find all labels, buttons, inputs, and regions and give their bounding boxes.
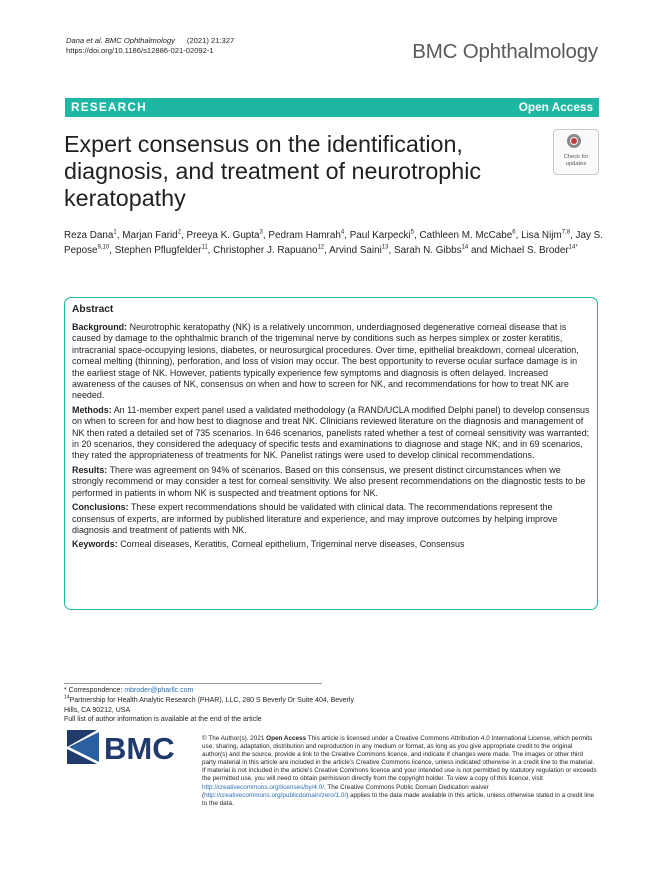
- open-access-label: Open Access: [518, 100, 593, 114]
- author-affiliation: 11: [201, 244, 208, 251]
- section-banner: [65, 98, 599, 117]
- author-name[interactable]: Lisa Nijm: [521, 230, 562, 241]
- author-affiliation: 5: [410, 229, 414, 236]
- author-name[interactable]: Preeya K. Gupta: [186, 230, 260, 241]
- year-volume: (2021) 21:327: [186, 36, 235, 45]
- abstract-box: [64, 297, 598, 610]
- doi-link[interactable]: https://doi.org/10.1186/s12886-021-02092-1: [66, 46, 214, 55]
- author-name[interactable]: Christopher J. Rapuano: [213, 244, 318, 256]
- bmc-logo: [67, 730, 183, 764]
- author-affiliation: 4: [340, 229, 345, 236]
- author-name[interactable]: Sarah N. Gibbs: [394, 244, 462, 256]
- author-name[interactable]: Michael S. Broder: [490, 244, 569, 256]
- author-name[interactable]: Paul Karpecki: [349, 230, 411, 241]
- abstract-body: [72, 322, 591, 554]
- author-affiliation: 9,10: [97, 244, 110, 251]
- correspondence-email[interactable]: mbroder@pharllc.com: [124, 687, 194, 694]
- abstract-heading: Abstract: [72, 304, 114, 315]
- author-name[interactable]: Stephen Pflugfelder: [114, 244, 202, 256]
- article-citation: [66, 36, 234, 56]
- check-for-updates-button[interactable]: [553, 129, 599, 175]
- author-affiliation: 7,8: [561, 229, 571, 236]
- crossmark-dot: [571, 138, 577, 144]
- abstract-background: Background: Neurotrophic keratopathy (NK) is a relatively uncommon, underdiagnosed degenerative corneal disease that is caused by damage to the ophthalmic branch of the trigeminal nerve by conditions such as herpes simplex or zoster keratitis, intracranial space-occupying lesions, diabetes, or neurosurgical procedures. Over time, epithelial breakdown, corneal ulceration, corneal melting (thinning), perforation, and loss of vision may occur. The best opportunity to reverse ocular surface damage is in the earliest stage of NK. However, patients typically experience few symptoms and diagnosis is often delayed. Increased awareness of the causes of NK, consensus on when and how to screen for NK, and recommendations for how to treat NK are needed.: [72, 322, 579, 401]
- author-affiliation: 3: [259, 229, 263, 236]
- author-name[interactable]: Cathleen M. McCabe: [419, 230, 513, 241]
- section-label: RESEARCH: [71, 100, 147, 114]
- author-name[interactable]: Marjan Farid: [122, 230, 178, 241]
- author-affiliation: 14*: [568, 244, 578, 251]
- author-affiliation: 6: [512, 229, 516, 236]
- license-link[interactable]: http://creativecommons.org/licenses/by/4.0/: [202, 783, 324, 791]
- author-affiliation: 12: [317, 244, 325, 251]
- journal-name: BMC Ophthalmology: [412, 40, 598, 63]
- license-statement: © The Author(s). 2021 Open Access This article is licensed under a Creative Commons Attribution 4.0 International License, which permits use, sharing, adaptation, distribution and reproduction in any medium or format, as long as you give appropriate credit to the original author(s) and the source, provide a link to the Creative Commons licence, and indicate if changes were made. The images or other third party material in this article are included in the article's Creative Commons licence, unless indicated otherwise in a credit line to the material. If material is not included in the article's Creative Commons licence and your intended use is not permitted by statutory regulation or exceeds the permitted use, you will need to obtain permission directly from the copyright holder. To view a copy of this licence, visit http://creativecommons.org/licenses/by/4.0/. The Creative Commons Public Domain Dedication waiver (http://creativecommons.org/publicdomain/zero/1.0/) applies to the data made available in this article, unless otherwise stated in a credit line to the data.: [202, 735, 597, 807]
- correspondence-block: * Correspondence: mbroder@pharllc.com $^{14}$Partnership for Health Analytic Research (PHAR), LLC, 280 S Beverly Dr Suite 404, Beverly Hills, CA 90212, USA Full list of author information is available at the end of the article: [64, 686, 364, 725]
- author-name[interactable]: Reza Dana: [64, 230, 114, 241]
- abstract-methods: Methods: An 11-member expert panel used a validated methodology (a RAND/UCLA modified Delphi panel) to develop consensus on when to screen for and how best to diagnose and treat NK. Clinicians reviewed literature on the diagnosis and management of NK then rated a detailed set of 735 scenarios. In 646 scenarios, panelists rated whether a test of corneal sensitivity was warranted; in 20 scenarios, they considered the adequacy of specific tests and examinations to diagnose and stage NK; and in 69 scenarios, they rated the appropriateness of treatments for NK. Panelist ratings were used to develop clinical recommendations.: [72, 404, 590, 461]
- check-updates-label: Check for updates: [563, 154, 589, 167]
- author-affiliation: 2: [177, 229, 182, 236]
- full-author-info-note: Full list of author information is available at the end of the article: [64, 716, 262, 724]
- bmc-logo-text: BMC: [104, 731, 175, 764]
- author-list: Reza Dana$^1$, Marjan Farid$^2$, Preeya K. Gupta$^3$, Pedram Hamrah$^4$, Paul Karpecki$^5$, Cathleen M. McCabe$^6$, Lisa Nijm$^{7,8}$, Jay S. Pepose$^{9,10}$, Stephen Pflugfelder$^{11}$, Christopher J. Rapuano$^{12}$, Arvind Saini$^{13}$, Sarah N. Gibbs$^{14}$ and Michael S. Broder$^{14*}$: [64, 229, 603, 256]
- author-name[interactable]: Jay S. Pepose: [64, 230, 603, 256]
- journal-abbrev: Dana et al. BMC Ophthalmology: [66, 36, 175, 45]
- abstract-conclusions: Conclusions: These expert recommendations should be validated with clinical data. The recommendations represent the consensus of experts, are informed by published literature and experience, and may improve outcomes by helping improve diagnosis and treatment of patients with NK.: [72, 502, 558, 535]
- abstract-results: Results: There was agreement on 94% of scenarios. Based on this consensus, we present distinct circumstances when we strongly recommend or may consider a test for corneal sensitivity. We also present recommendations on the diagnostic tests to be performed in patients in whom NK is suspected and treatment options for NK.: [72, 464, 586, 498]
- affiliation-text: Partnership for Health Analytic Research (PHAR), LLC, 280 S Beverly Dr Suite 404, Beverly Hills, CA 90212, USA: [64, 696, 354, 714]
- footnote-divider: [64, 683, 322, 684]
- article-title: Expert consensus on the identification, diagnosis, and treatment of neurotrophic keratopathy: [64, 131, 482, 211]
- author-name[interactable]: Pedram Hamrah: [268, 230, 341, 241]
- author-affiliation: 13: [381, 244, 389, 251]
- author-affiliation: 14: [461, 244, 469, 251]
- public-domain-link[interactable]: http://creativecommons.org/publicdomain/zero/1.0/: [204, 791, 347, 799]
- abstract-keywords: Keywords: Corneal diseases, Keratitis, Corneal epithelium, Trigeminal nerve diseases, Consensus: [72, 539, 465, 550]
- author-name[interactable]: Arvind Saini: [329, 244, 382, 256]
- author-affiliation: 1: [113, 229, 117, 236]
